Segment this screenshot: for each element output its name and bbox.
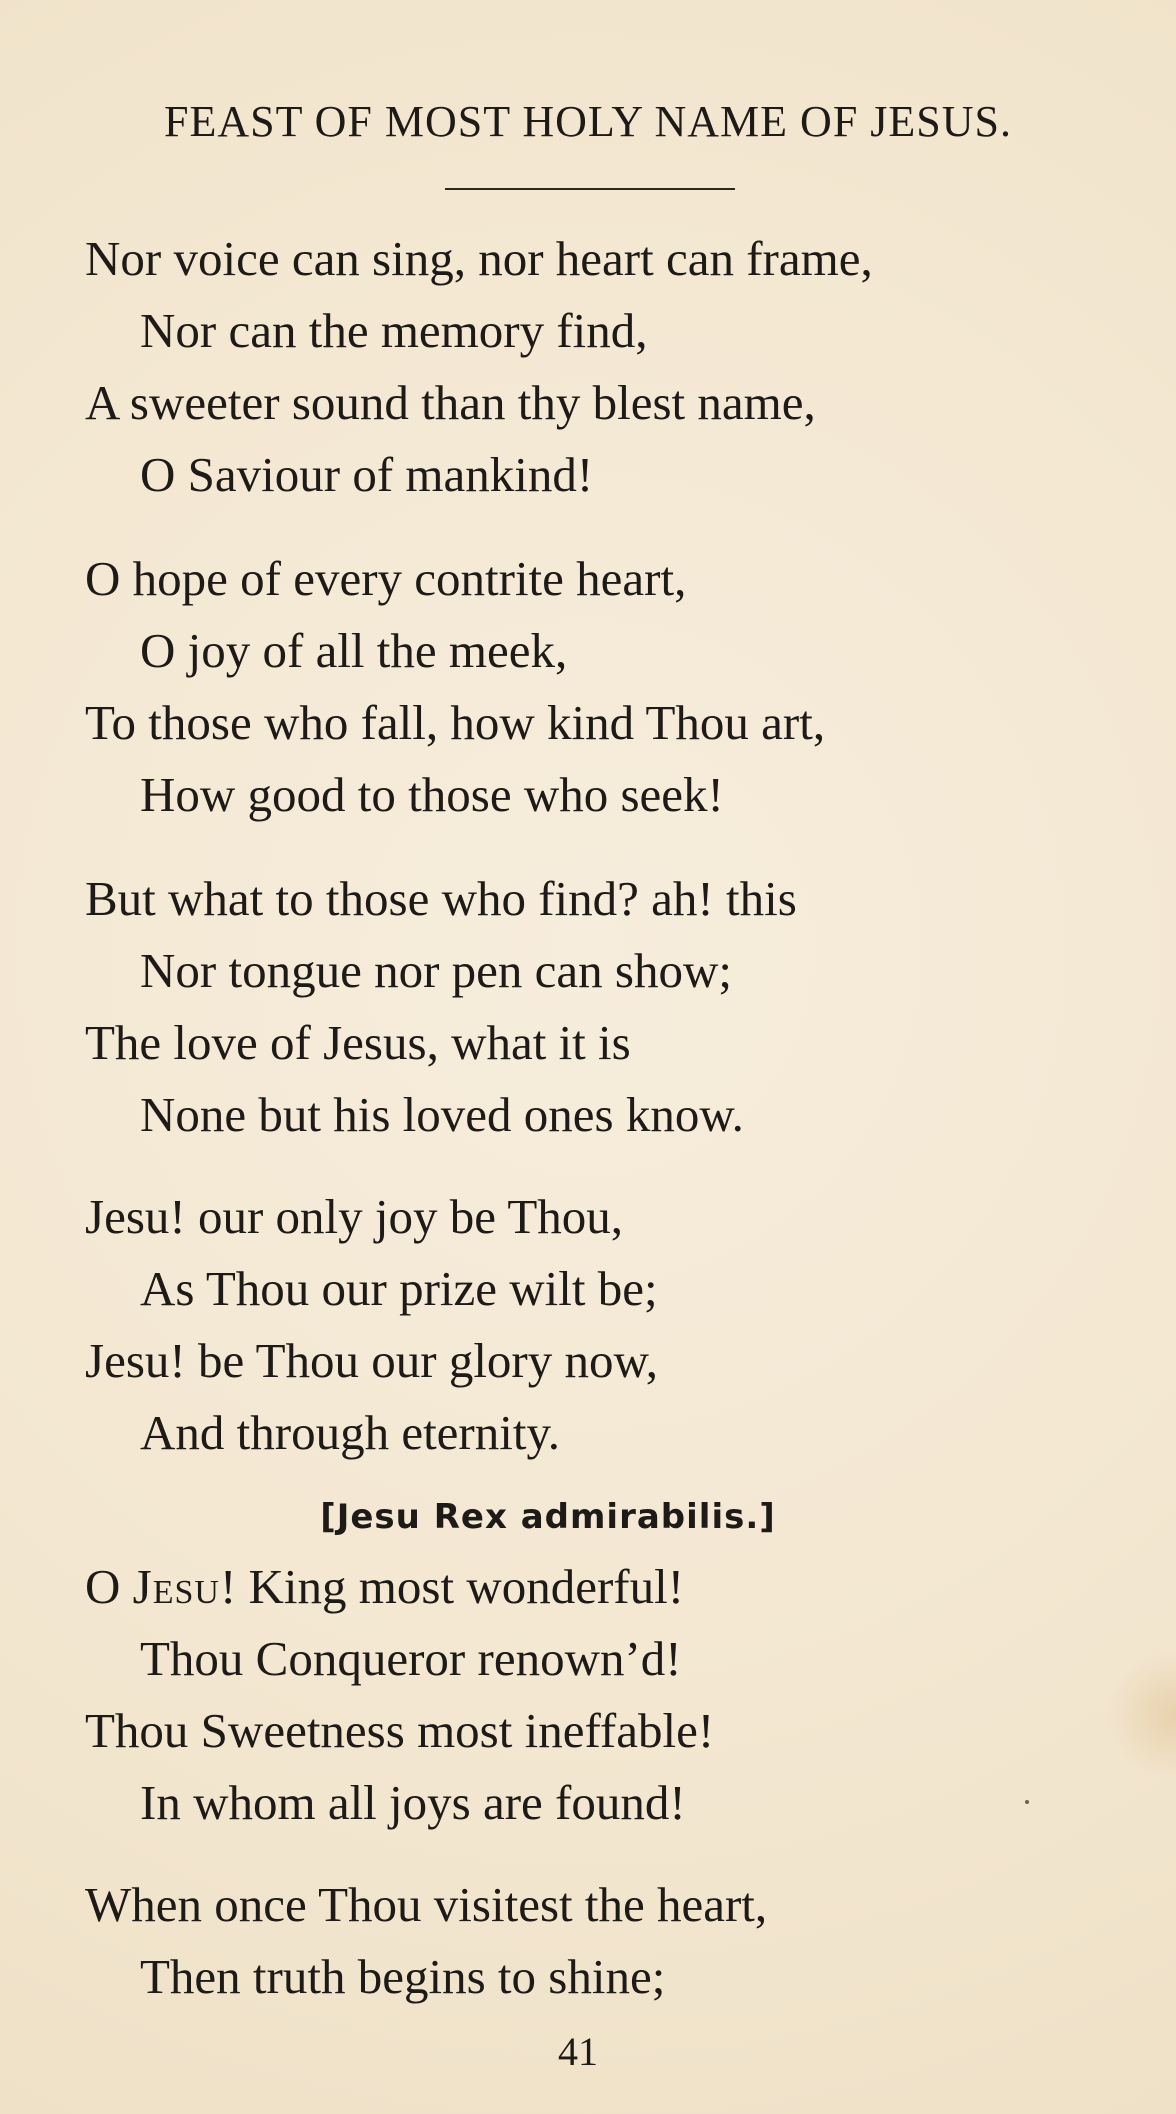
poem-line: Then truth begins to shine;	[140, 1949, 666, 2004]
poem-line: To those who fall, how kind Thou art,	[85, 695, 826, 750]
poem-line: O joy of all the meek,	[140, 623, 568, 678]
poem-line: O Saviour of mankind!	[140, 447, 594, 502]
line-prefix: O	[85, 1559, 133, 1614]
poem-line: O hope of every contrite heart,	[85, 551, 687, 606]
poem-line: But what to those who find? ah! this	[85, 871, 797, 926]
poem-line: And through eternity.	[140, 1405, 561, 1460]
ink-speck	[1025, 1800, 1029, 1804]
poem-line: When once Thou visitest the heart,	[85, 1877, 768, 1932]
poem-line: Jesu! our only joy be Thou,	[85, 1189, 624, 1244]
poem-line: Thou Conqueror renown’d!	[140, 1631, 682, 1686]
poem-line	[85, 1559, 685, 1614]
poem-line: In whom all joys are found!	[140, 1775, 686, 1830]
poem-line: Nor voice can sing, nor heart can frame,	[85, 231, 873, 286]
hymn-attribution: [Jesu Rex admirabilis.]	[320, 1497, 776, 1537]
poem-line: Nor tongue nor pen can show;	[140, 943, 732, 998]
poem-line: The love of Jesus, what it is	[85, 1015, 631, 1070]
poem-line: A sweeter sound than thy blest name,	[85, 375, 816, 430]
poem-line: Jesu! be Thou our glory now,	[85, 1333, 658, 1388]
paper-stain	[1106, 1650, 1176, 1780]
poem-line: None but his loved ones know.	[140, 1087, 744, 1142]
poem-line: How good to those who seek!	[140, 767, 724, 822]
header-rule	[445, 188, 735, 190]
poem-line: As Thou our prize wilt be;	[140, 1261, 658, 1316]
line-rest: ! King most wonderful!	[219, 1559, 685, 1614]
poem-line: Thou Sweetness most ineffable!	[85, 1703, 715, 1758]
small-caps-word: Jesu	[132, 1559, 220, 1614]
poem-line: Nor can the memory find,	[140, 303, 648, 358]
running-header: FEAST OF MOST HOLY NAME OF JESUS.	[163, 97, 1013, 146]
page-number: 41	[558, 2029, 598, 2074]
